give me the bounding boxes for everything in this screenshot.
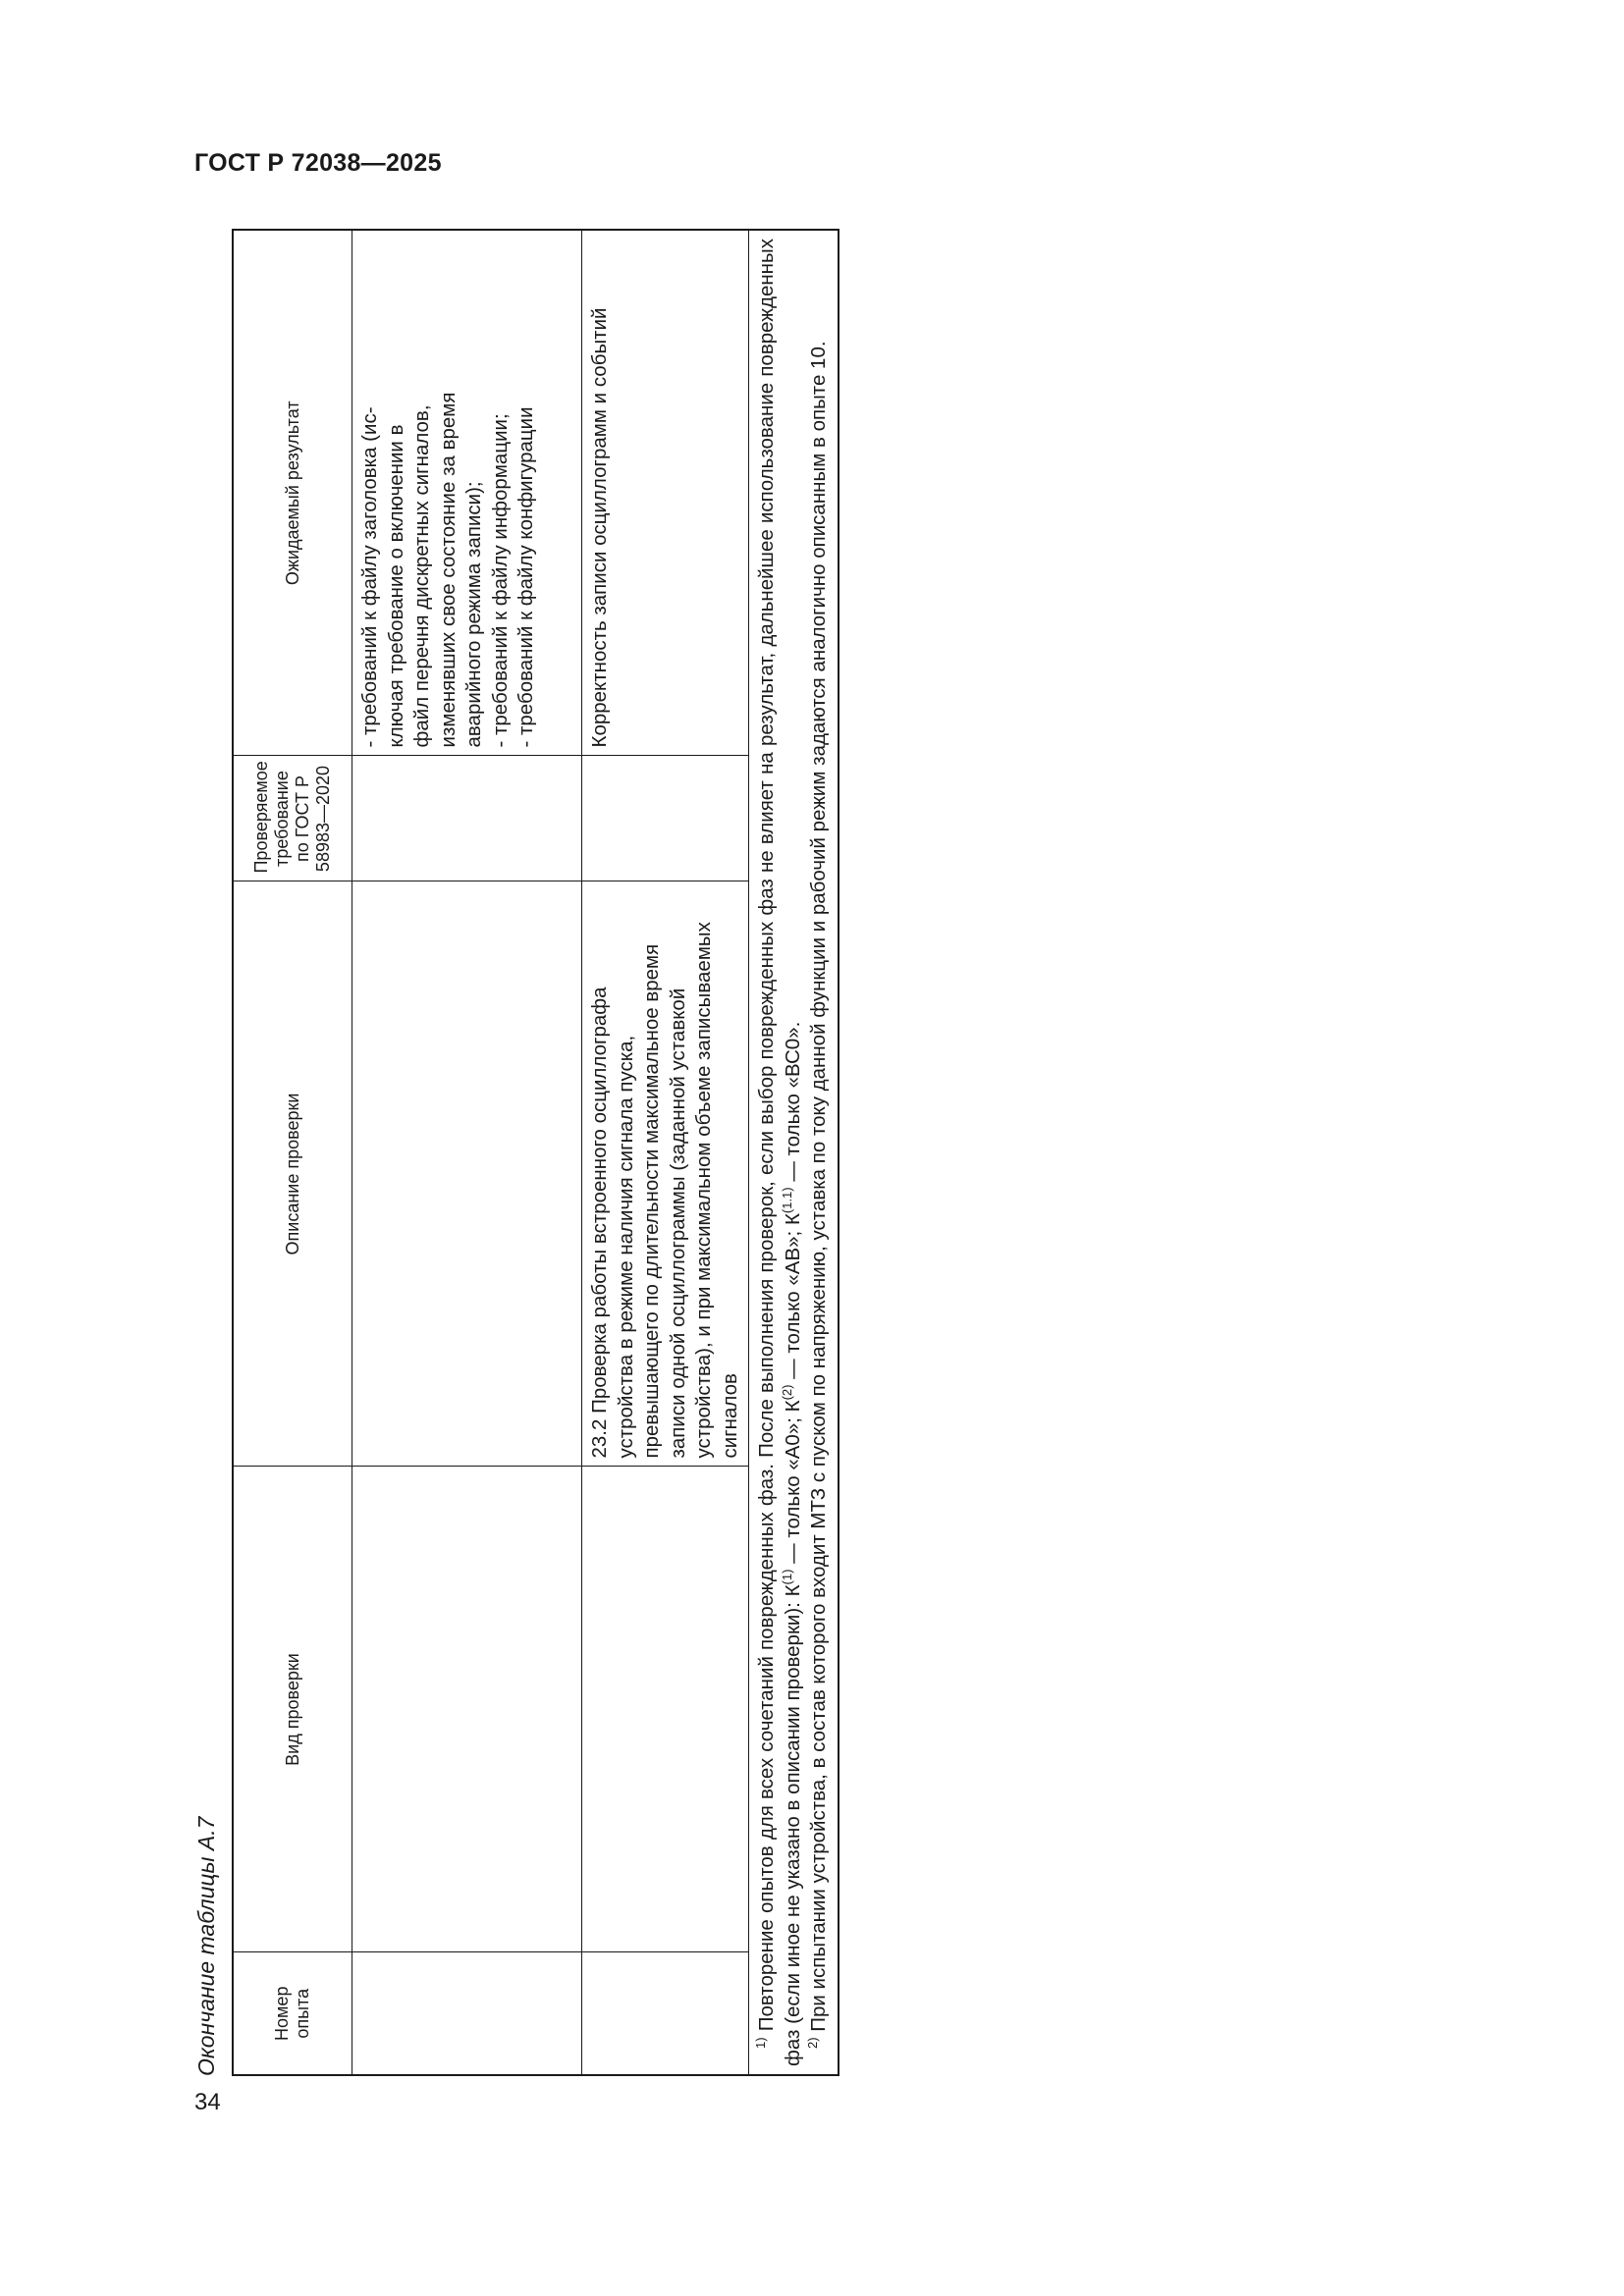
table-row (352, 230, 582, 2075)
result-line: - требований к файлу информации; (488, 413, 512, 748)
result-line: - требований к файлу заголовка (ис- (358, 406, 381, 748)
table-header-row (233, 230, 352, 2075)
rotated-table-area (187, 231, 903, 2076)
result-line: аварийного режима записи); (462, 481, 485, 748)
cell-description: 23.2 Проверка работы встроенного осциллографа устройства в режиме наличия сигнала пуска, превышающего по длительности максимальное время записи одной осциллограммы (заданной уставкой устройства), и при максимальном объеме записываемых сигналов (582, 881, 749, 1467)
cell-number (582, 1952, 749, 2075)
result-line: - требований к файлу конфигурации (514, 406, 537, 748)
footnote-1-text-b: — только «А0»; К (781, 1400, 804, 1570)
footnote-1 (754, 239, 806, 2066)
footnote-1-text-a: Повторение опытов для всех сочетаний поврежденных фаз. После выполнения проверок, если выбор поврежденных фаз не влияет на результат, дальнейшее использование поврежденных фаз (если иное не указано в описании проверки): К (755, 239, 804, 2066)
footnote-2 (806, 239, 833, 2066)
cell-requirement (352, 756, 582, 881)
col-header-number: Номер опыта (233, 1952, 352, 2075)
test-table (232, 229, 839, 2076)
cell-number (352, 1952, 582, 2075)
footnote-1-sup-3: (1.1) (779, 1187, 794, 1214)
col-header-result: Ожидаемый результат (233, 230, 352, 756)
cell-kind (582, 1467, 749, 1952)
result-line: файл перечня дискретных сигналов, (410, 404, 433, 748)
cell-result: Корректность записи осциллограмм и событий (582, 230, 749, 756)
col-header-requirement: Проверяемое требование по ГОСТ Р 58983—2020 (233, 756, 352, 881)
cell-result (352, 230, 582, 756)
document-header: ГОСТ Р 72038—2025 (194, 149, 442, 177)
table-row (582, 230, 749, 2075)
footnote-2-text: При испытании устройства, в состав которого входит МТЗ с пуском по напряжению, уставка по току данной функции и рабочий режим задаются аналогично описанным в опыте 10. (807, 341, 830, 2032)
result-line: изменявших свое состояние за время (436, 392, 460, 748)
footnote-1-label: 1) (753, 2037, 769, 2049)
footnote-1-text-c: — только «АВ»; К (781, 1213, 804, 1385)
footnote-1-sup-2: (2) (779, 1384, 794, 1401)
footnote-1-text-d: — только «ВС0». (781, 1021, 804, 1188)
table-footnotes-row (749, 230, 839, 2075)
footnote-1-sup-1: (1) (779, 1569, 794, 1585)
page-number: 34 (194, 2089, 221, 2115)
cell-kind (352, 1467, 582, 1952)
cell-requirement (582, 756, 749, 881)
col-header-kind: Вид проверки (233, 1467, 352, 1952)
footnote-2-label: 2) (805, 2037, 821, 2049)
col-header-description: Описание проверки (233, 881, 352, 1467)
table-caption: Окончание таблицы А.7 (193, 1816, 219, 2076)
footnotes-cell (749, 230, 839, 2075)
result-line: ключая требование о включении в (384, 424, 407, 748)
cell-description (352, 881, 582, 1467)
